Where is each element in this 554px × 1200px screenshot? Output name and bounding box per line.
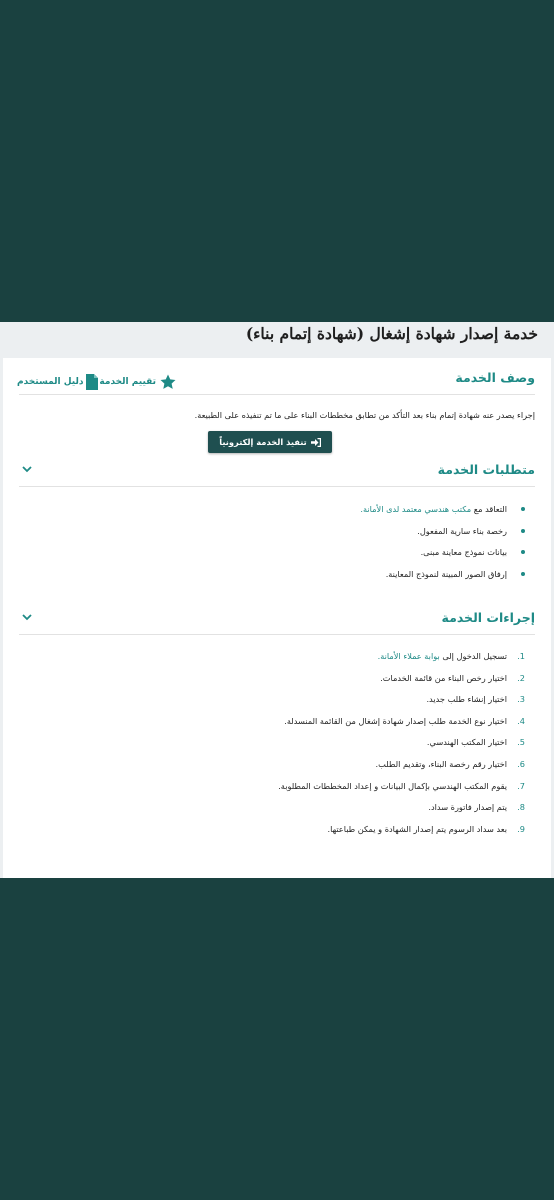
engineering-office-link[interactable]: مكتب هندسي معتمد لدى الأمانة. — [360, 504, 472, 514]
document-icon — [86, 374, 98, 390]
item-text: يتم إصدار فاتورة سداد. — [428, 802, 507, 813]
list-item — [19, 568, 535, 590]
step-number: 8. — [517, 802, 525, 813]
item-text: رخصة بناء سارية المفعول. — [417, 525, 507, 536]
item-text: اختيار رقم رخصة البناء، وتقديم الطلب. — [375, 758, 507, 769]
list-item — [19, 736, 535, 758]
service-tools — [17, 372, 177, 392]
step-number: 2. — [517, 672, 525, 683]
item-prefix: التعاقد مع — [471, 504, 507, 514]
step-number: 4. — [517, 715, 525, 726]
description-heading: وصف الخدمة — [455, 370, 535, 385]
description-text: إجراء يصدر عنه شهادة إتمام بناء بعد التأكد من تطابق مخططات البناء على ما تم تنفيذه على الطبيعة. — [194, 410, 535, 420]
step-number: 6. — [517, 758, 525, 769]
list-item — [19, 546, 535, 568]
procedures-heading: إجراءات الخدمة — [441, 610, 535, 625]
item-text: اختيار المكتب الهندسي. — [426, 737, 507, 748]
item-text: اختيار إنشاء طلب جديد. — [426, 694, 507, 705]
rate-service-label: تقييم الخدمة — [99, 377, 156, 387]
requirements-section-header[interactable] — [19, 460, 535, 487]
service-card — [3, 358, 551, 878]
step-number: 7. — [517, 780, 525, 791]
star-icon — [159, 373, 177, 391]
list-item — [19, 693, 535, 715]
list-item — [19, 758, 535, 780]
list-item — [19, 503, 535, 525]
rate-service-link[interactable] — [99, 372, 177, 392]
item-text: بعد سداد الرسوم يتم إصدار الشهادة و يمكن طباعتها. — [327, 823, 507, 834]
list-item — [19, 715, 535, 737]
list-item — [19, 801, 535, 823]
execute-service-button[interactable] — [208, 431, 332, 453]
execute-service-label: تنفيذ الخدمة إلكترونياً — [219, 437, 307, 447]
procedures-section-header[interactable] — [19, 608, 535, 635]
item-text: يقوم المكتب الهندسي بإكمال البيانات و إعداد المخططات المطلوبة. — [278, 780, 507, 791]
item-text: بيانات نموذج معاينة مبنى. — [420, 547, 507, 558]
item-prefix: تسجيل الدخول إلى — [439, 651, 507, 661]
user-guide-label: دليل المستخدم — [17, 377, 84, 387]
item-text: اختيار نوع الخدمة طلب إصدار شهادة إشغال من القائمة المنسدلة. — [284, 715, 507, 726]
list-item — [19, 780, 535, 802]
list-item — [19, 525, 535, 547]
content-sheet — [0, 322, 554, 878]
requirements-heading: متطلبات الخدمة — [437, 462, 535, 477]
page-title: خدمة إصدار شهادة إشغال (شهادة إتمام بناء) — [245, 324, 538, 343]
requirements-list — [19, 503, 535, 589]
sign-in-icon — [311, 438, 321, 447]
chevron-down-icon[interactable] — [21, 612, 33, 622]
user-guide-link[interactable] — [17, 372, 98, 392]
chevron-down-icon[interactable] — [21, 464, 33, 474]
list-item — [19, 650, 535, 672]
step-number: 9. — [517, 823, 525, 834]
item-text: اختيار رخص البناء من قائمة الخدمات. — [380, 672, 507, 683]
procedures-list — [19, 650, 535, 844]
step-number: 3. — [517, 694, 525, 705]
list-item — [19, 823, 535, 845]
customer-portal-link[interactable]: بوابة عملاء الأمانة. — [377, 651, 440, 661]
list-item — [19, 672, 535, 694]
step-number: 5. — [517, 737, 525, 748]
step-number: 1. — [517, 651, 525, 661]
item-text: إرفاق الصور المبينة لنموذج المعاينة. — [385, 568, 507, 579]
